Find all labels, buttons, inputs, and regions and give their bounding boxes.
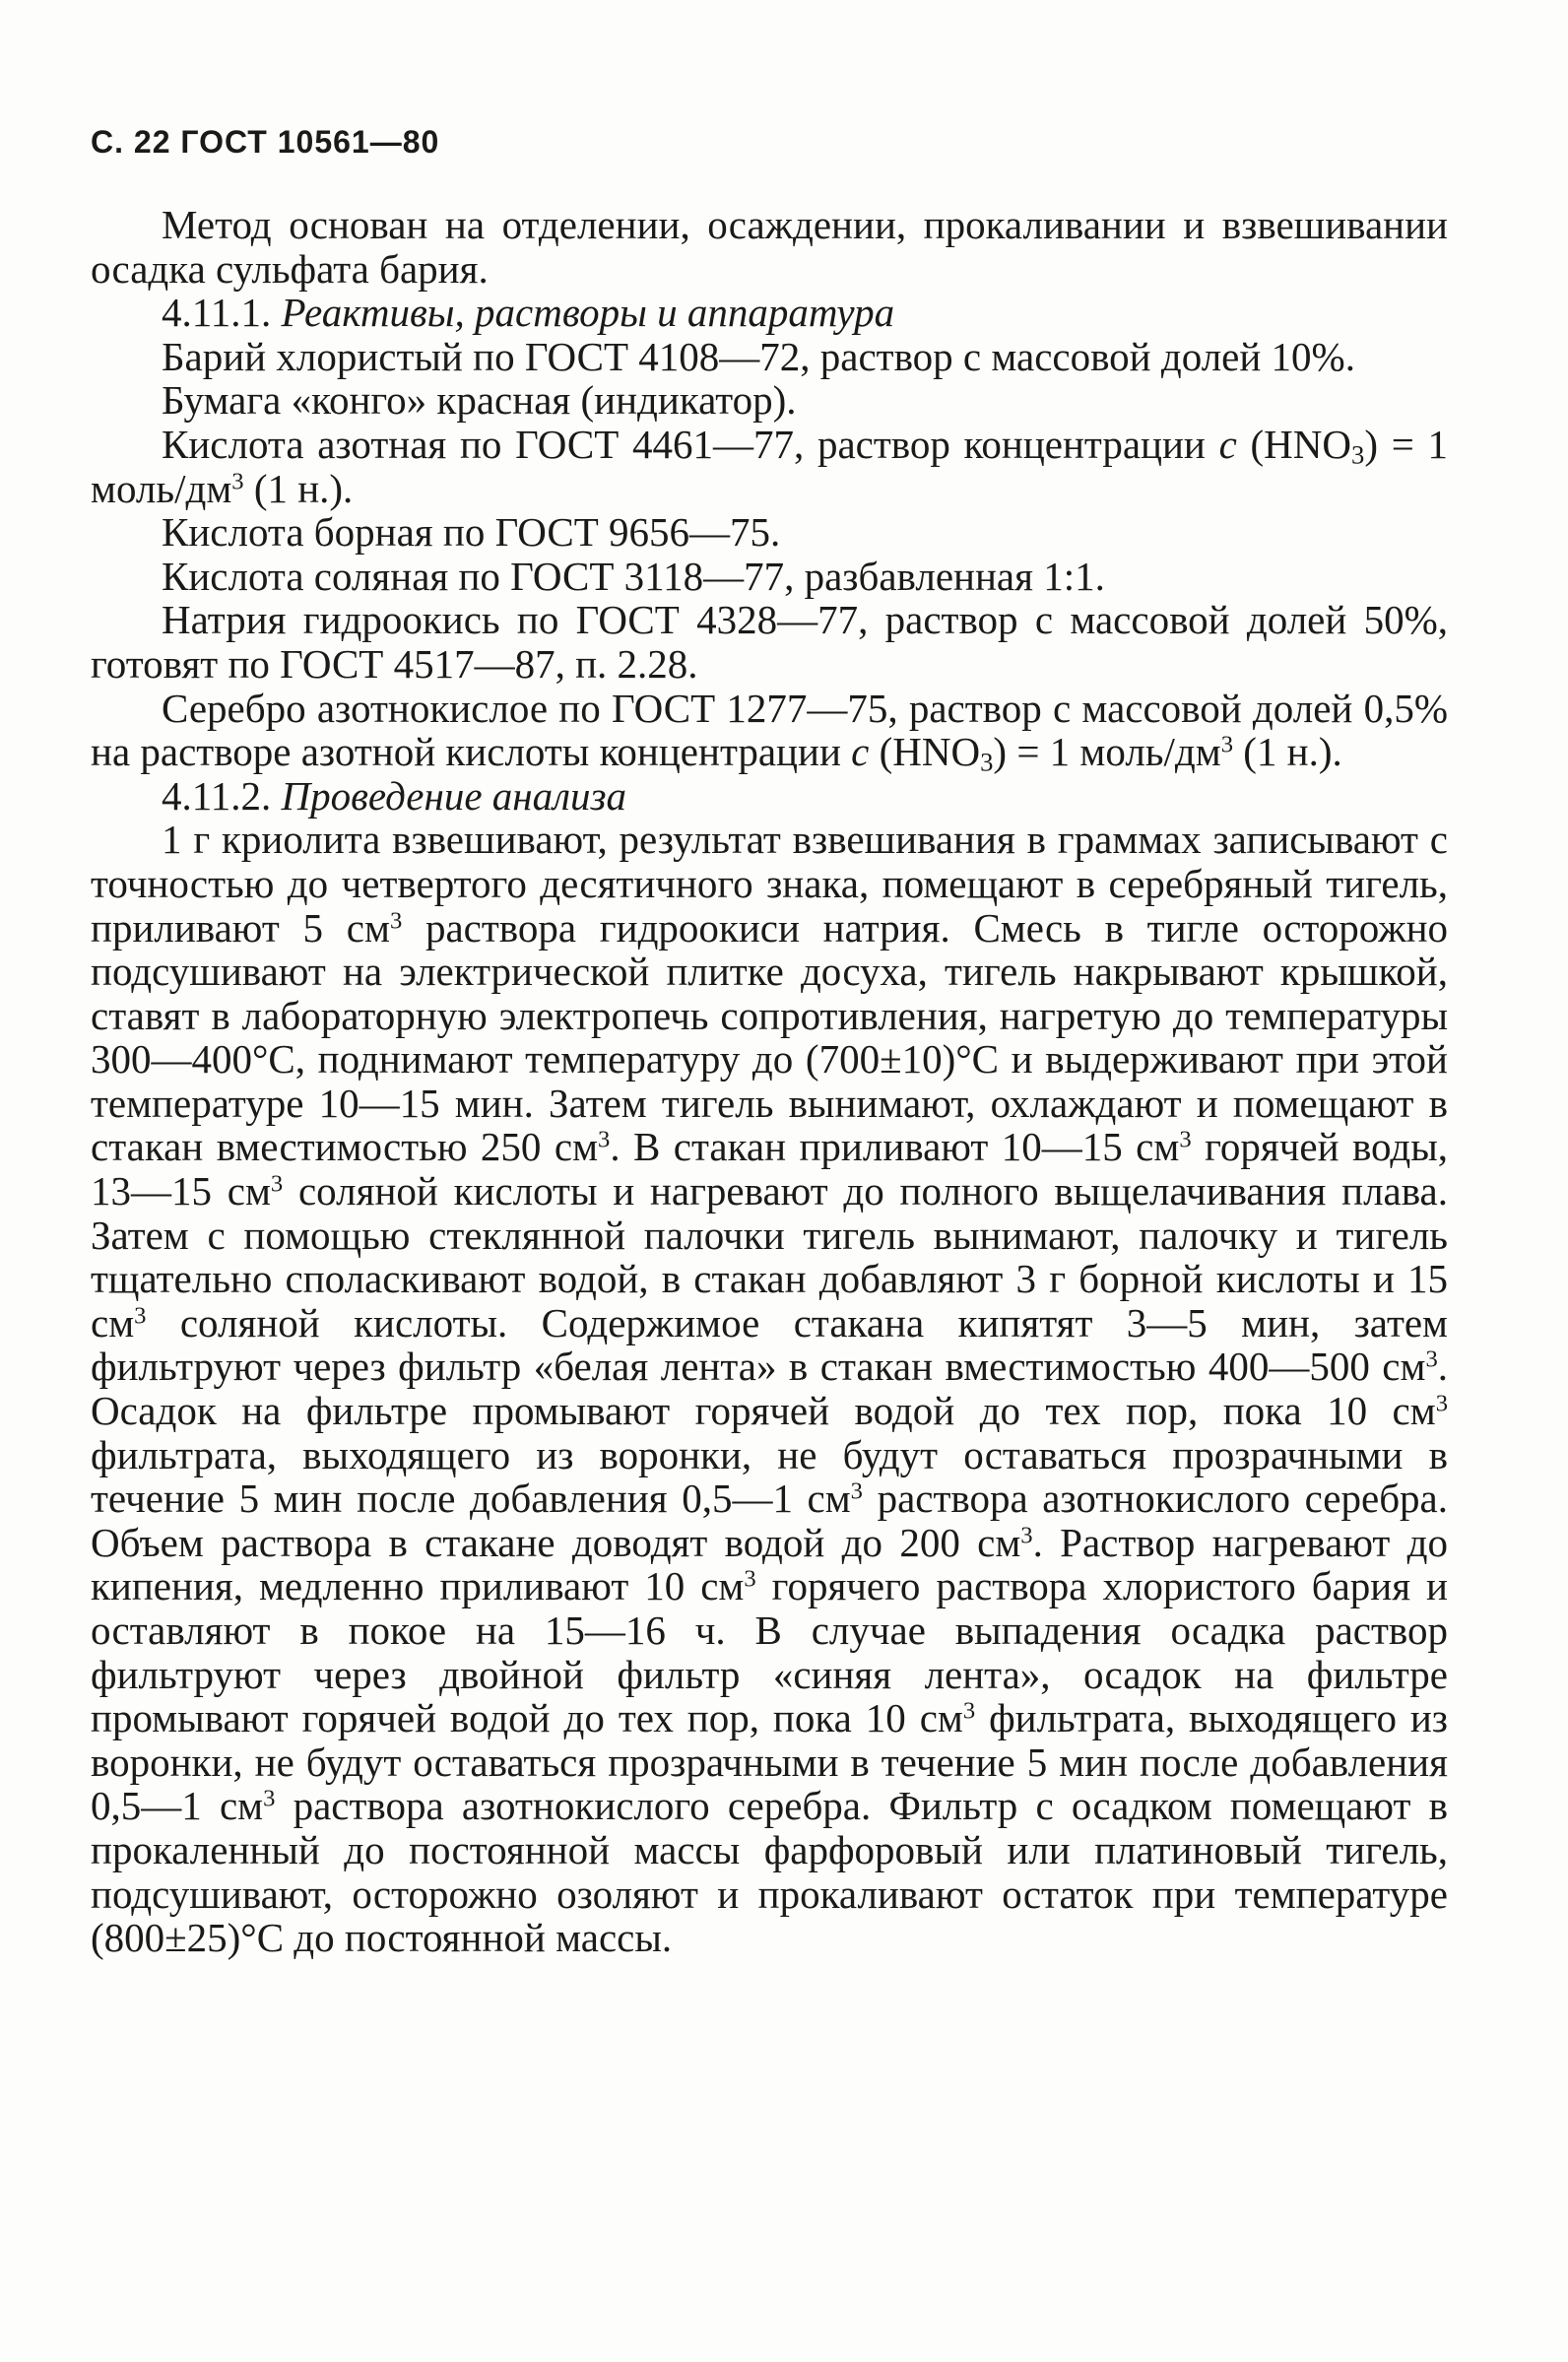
section-heading-4-11-1 — [91, 291, 1448, 335]
concentration-symbol: с — [851, 729, 870, 775]
paragraph-intro: Метод основан на отделении, осаждении, прокаливании и взвешивании осадка сульфата бария. — [91, 202, 1448, 292]
reagent-boric-acid: Кислота борная по ГОСТ 9656—75. — [162, 509, 781, 556]
reagent-congo-paper: Бумага «конго» красная (индикатор). — [162, 377, 797, 424]
document-body — [91, 203, 1448, 1960]
reagent-barium-chloride: Барий хлористый по ГОСТ 4108—72, раствор с массовой долей 10%. — [162, 333, 1355, 379]
reagent-text: = 1 моль/дм — [1016, 729, 1221, 775]
superscript: 3 — [1220, 731, 1233, 758]
section-heading-4-11-2 — [91, 774, 1448, 819]
reagent-text: (1 н.). — [253, 465, 354, 511]
reagent-hydrochloric-acid: Кислота соляная по ГОСТ 3118—77, разбавленная 1:1. — [162, 553, 1105, 599]
formula-hno3: $(HNO_3)$ — [879, 729, 1008, 777]
section-number: 4.11.1. — [162, 290, 272, 336]
procedure-paragraph: 1 г криолита взвешивают, результат взвешивания в граммах записывают с точностью до четвертого десятичного знака, помещают в серебряный тигель, приливают 5 $см^3$ раствора гидроокиси натрия. Смесь в тигле осторожно подсушивают на электрической плитке досуха, тигель накрывают крышкой, ставят в лабораторную электропечь сопротивления, нагретую до температуры 300—400°С, поднимают температуру до (700±10)°С и выдерживают при этой температуре 10—15 мин. Затем тигель вынимают, охлаждают и помещают в стакан вместимостью 250 $см^3$. В стакан приливают 10—15 $см^3$ горячей воды, 13—15 $см^3$ соляной кислоты и нагревают до полного выщелачивания плава. Затем с помощью стеклянной палочки тигель вынимают, палочку и тигель тщательно споласкивают водой, в стакан добавляют 3 г борной кислоты и 15 $см^3$ соляной кислоты. Содержимое стакана кипятят 3—5 мин, затем фильтруют через фильтр «белая лента» в стакан вместимостью 400—500 $см^3$. Осадок на фильтре промывают горячей водой до тех пор, пока 10 $см^3$ фильтрата, выходящего из воронки, не будут оставаться прозрачными в течение 5 мин после добавления 0,5—1 $см^3$ раствора азотнокислого серебра. Объем раствора в стакане доводят водой до 200 $см^3$. Раствор нагревают до кипения, медленно приливают 10 $см^3$ горячего раствора хлористого бария и оставляют в покое на 15—16 ч. В случае выпадения осадка раствор фильтруют через двойной фильтр «синяя лента», осадок на фильтре промывают горячей водой до тех пор, пока 10 $см^3$ фильтрата, выходящего из воронки, не будут оставаться прозрачными в течение 5 мин после добавления 0,5—1 $см^3$ раствора азотнокислого серебра. Фильтр с осадком помещают в прокаленный до постоянной массы фарфоровый или платиновый тигель, подсушивают, осторожно озоляют и прокаливают остаток при температуре (800±25)°С до постоянной массы. — [91, 817, 1449, 1961]
reagent-text: Кислота азотная по ГОСТ 4461—77, раствор концентрации — [162, 421, 1206, 467]
reagent-silver-nitrate — [91, 685, 1448, 777]
section-number: 4.11.2. — [162, 772, 272, 819]
reagent-nitric-acid — [91, 423, 1448, 510]
reagent-text: (1 н.). — [1243, 729, 1342, 775]
section-title: Реактивы, растворы и аппаратура — [281, 290, 895, 336]
reagent-text: = 1 моль/дм — [91, 421, 1449, 511]
reagent-text: Серебро азотнокислое по ГОСТ 1277—75, раствор с массовой долей 0,5% на растворе азотной кислоты концентрации — [91, 685, 1448, 775]
section-title: Проведение анализа — [281, 772, 627, 819]
concentration-symbol: с — [1218, 421, 1237, 467]
reagent-sodium-hydroxide: Натрия гидроокись по ГОСТ 4328—77, раствор с массовой долей 50%, готовят по ГОСТ 4517—87, п. 2.28. — [91, 597, 1448, 687]
formula-hno3: $(HNO_3)$ — [1250, 421, 1378, 470]
superscript: 3 — [231, 468, 244, 495]
page-header: С. 22 ГОСТ 10561—80 — [91, 124, 440, 160]
